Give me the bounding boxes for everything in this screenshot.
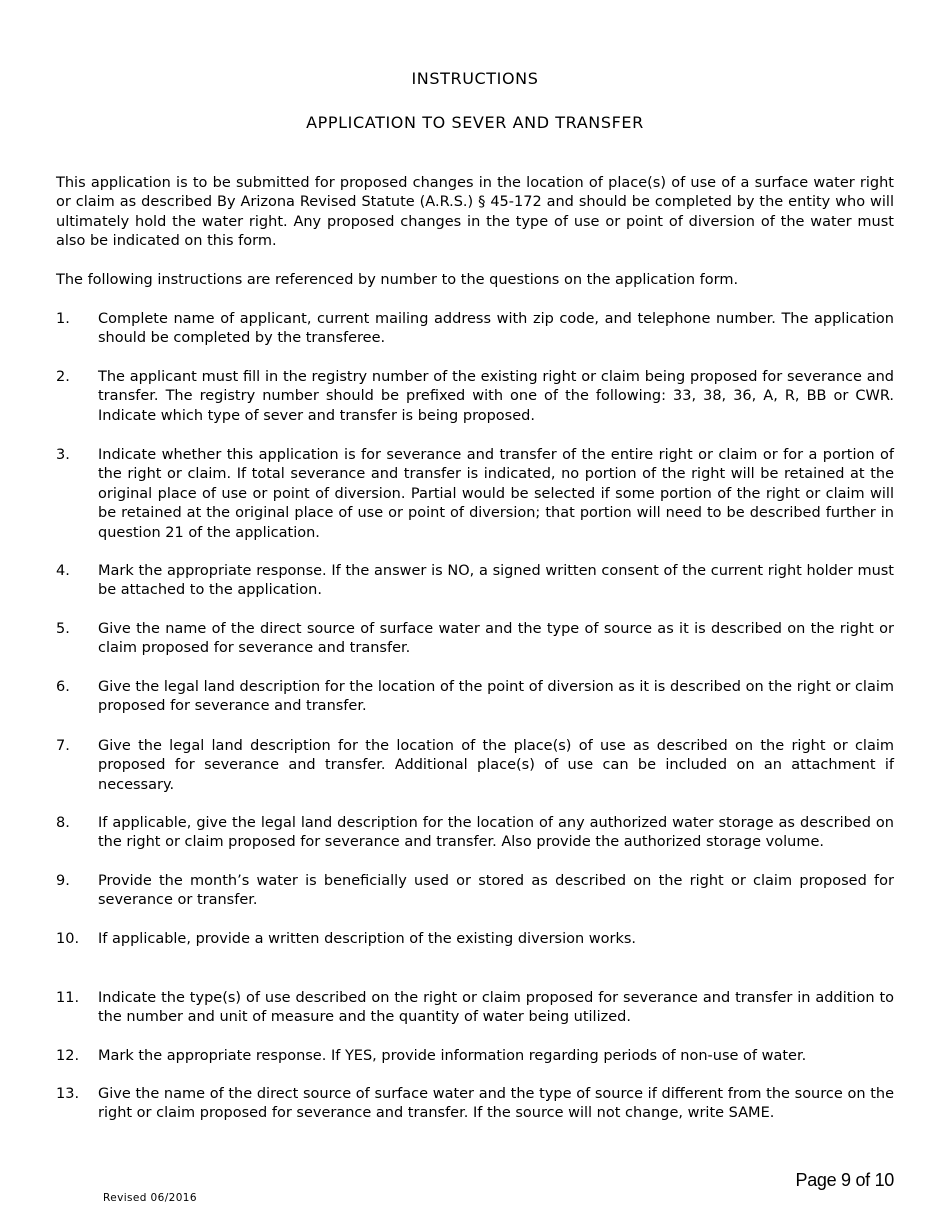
item-text: Mark the appropriate response. If YES, provide information regarding periods of non-use of water. <box>98 1048 807 1064</box>
instruction-item-12 <box>56 1047 894 1066</box>
item-number: 11. <box>56 990 80 1006</box>
instruction-item-11 <box>56 989 894 1028</box>
item-text: If applicable, give the legal land description for the location of any authorized water storage as described on the right or claim proposed for severance and transfer. Also provide the authorized storage volume. <box>98 815 894 851</box>
item-number: 12. <box>56 1048 80 1064</box>
instruction-item-7 <box>56 737 894 795</box>
page-number: Page 9 of 10 <box>795 1170 894 1190</box>
instruction-item-10 <box>56 930 894 949</box>
instruction-item-5 <box>56 620 894 659</box>
instruction-item-3 <box>56 446 894 543</box>
item-text: The applicant must fill in the registry number of the existing right or claim being proposed for severance and transfer. The registry number should be prefixed with one of the following: 33, 38, 36, A, R, BB or CWR. Indicate which type of sever and transfer is being proposed. <box>98 369 894 424</box>
item-text: Indicate the type(s) of use described on the right or claim proposed for severance and transfer in addition to the number and unit of measure and the quantity of water being utilized. <box>98 990 894 1026</box>
item-number: 7. <box>56 738 70 754</box>
item-text: Complete name of applicant, current mailing address with zip code, and telephone number. The application should be completed by the transferee. <box>98 311 894 347</box>
item-number: 10. <box>56 931 80 947</box>
instruction-item-8 <box>56 814 894 853</box>
item-number: 13. <box>56 1086 80 1102</box>
revision-date: Revised 06/2016 <box>103 1192 197 1204</box>
page-title: INSTRUCTIONS <box>411 69 539 88</box>
instruction-item-13 <box>56 1085 894 1124</box>
instruction-item-1 <box>56 310 894 349</box>
item-text: Give the name of the direct source of surface water and the type of source as it is described on the right or claim proposed for severance and transfer. <box>98 621 894 657</box>
instruction-item-6 <box>56 678 894 717</box>
instruction-item-4 <box>56 562 894 601</box>
item-text: If applicable, provide a written description of the existing diversion works. <box>98 931 637 947</box>
item-number: 3. <box>56 447 70 463</box>
item-text: Mark the appropriate response. If the answer is NO, a signed written consent of the current right holder must be attached to the application. <box>98 563 894 599</box>
item-number: 5. <box>56 621 70 637</box>
item-text: Give the legal land description for the location of the place(s) of use as described on the right or claim proposed for severance and transfer. Additional place(s) of use can be included on an attachment if necessary. <box>98 738 894 793</box>
item-number: 1. <box>56 311 70 327</box>
form-title: APPLICATION TO SEVER AND TRANSFER <box>306 113 644 132</box>
item-number: 9. <box>56 873 70 889</box>
item-text: Give the name of the direct source of surface water and the type of source if different from the source on the right or claim proposed for severance and transfer. If the source will not change, write SAME. <box>98 1086 894 1122</box>
item-number: 4. <box>56 563 70 579</box>
intro-paragraph: This application is to be submitted for proposed changes in the location of place(s) of use of a surface water right or claim as described By Arizona Revised Statute (A.R.S.) § 45-172 and should be completed by the entity who will ultimately hold the water right. Any proposed changes in the type of use or point of diversion of the water must also be indicated on this form. <box>56 175 894 250</box>
item-number: 2. <box>56 369 70 385</box>
item-number: 6. <box>56 679 70 695</box>
item-number: 8. <box>56 815 70 831</box>
item-text: Provide the month’s water is beneficially used or stored as described on the right or claim proposed for severance or transfer. <box>98 873 894 909</box>
instruction-item-2 <box>56 368 894 426</box>
item-text: Give the legal land description for the location of the point of diversion as it is described on the right or claim proposed for severance and transfer. <box>98 679 894 715</box>
reference-note: The following instructions are referenced by number to the questions on the application form. <box>56 272 739 288</box>
instruction-item-9 <box>56 872 894 911</box>
item-text: Indicate whether this application is for severance and transfer of the entire right or claim or for a portion of the right or claim. If total severance and transfer is indicated, no portion of the right will be retained at the original place of use or point of diversion. Partial would be selected if some portion of the right or claim will be retained at the original place of use or point of diversion; that portion will need to be described further in question 21 of the application. <box>98 447 894 541</box>
